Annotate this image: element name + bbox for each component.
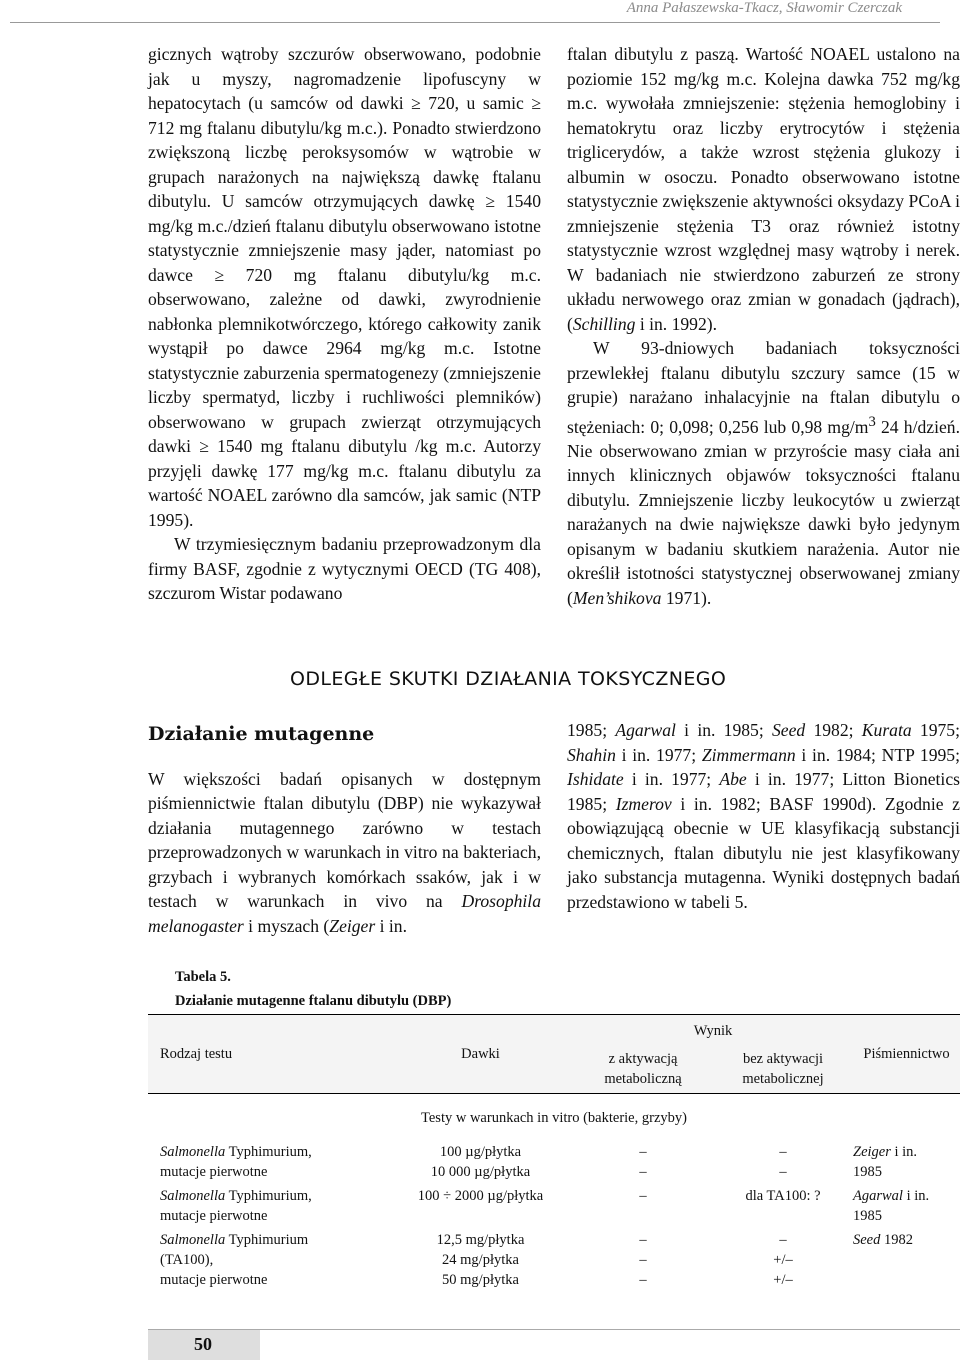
cell-literature [853, 1134, 960, 1182]
header-without-activation: bez aktywacji metabolicznej [713, 1045, 853, 1094]
organism: Salmonella [160, 1232, 226, 1248]
text-run: 24 h/dzień. Nie obserwowano zmian w przyroście masy ciała ani innych klinicznych objawów toksyczności ftalanu dibutylu. Zmniejszenie liczby leukocytów u zwierząt narażanych na dwie największe dawki było jedynym opisanym w badaniu skutkiem narażenia. Autor nie określił istotności statystycznej obserwowanej zmiany ( [567, 416, 960, 608]
cell-literature [853, 1182, 960, 1226]
text-run: i in. 1977; [623, 769, 720, 789]
value: – [639, 1188, 647, 1204]
value: – [639, 1272, 647, 1288]
text-run: W 93-dniowych badaniach toksyczności przewlekłej ftalanu dibutylu szczury samce (15 w grupie) narażano inhalacyjnie na ftalan dibutylu o stężeniach: 0; 0,098; 0,256 lub 0,98 mg/m [567, 338, 960, 437]
value: – [639, 1252, 647, 1268]
text-run: i myszach ( [243, 915, 330, 936]
ref-year: 1985 [853, 1208, 882, 1224]
header-with-activation: z aktywacją metaboliczną [573, 1045, 713, 1094]
table-row [148, 1134, 960, 1182]
detail: mutacje pierwotne [160, 1164, 268, 1180]
paragraph: W trzymiesięcznym badaniu przeprowadzonym dla firmy BASF, zgodnie z wytycznymi OECD (TG 408), szczurom Wistar podawano [148, 534, 541, 603]
dose: 10 000 µg/płytka [430, 1164, 531, 1180]
page-number-box [148, 1330, 260, 1360]
text-run: i in. [375, 915, 407, 936]
paragraph [567, 336, 960, 610]
ref-text: i in. [890, 1144, 918, 1160]
cell-test-type [148, 1182, 388, 1226]
cell-without [713, 1226, 853, 1290]
cell-doses [388, 1134, 573, 1182]
value: dla TA100: ? [745, 1188, 821, 1204]
table-section-band: Testy w warunkach in vitro (bakterie, grzyby) [421, 1110, 687, 1126]
footer-rule [148, 1329, 960, 1330]
detail: (TA100), [160, 1252, 214, 1268]
detail: mutacje pierwotne [160, 1272, 268, 1288]
citation-author: Shahin [567, 744, 616, 765]
value: – [639, 1164, 647, 1180]
cell-with [573, 1182, 713, 1226]
paragraph: gicznych wątroby szczurów obserwowano, podobnie jak u myszy, nagromadzenie lipofuscyny w hepatocytach (u samców od dawki ≥ 720, u samic ≥ 712 mg ftalanu dibutylu/kg m.c.). Ponadto stwierdzono zwiększoną liczbę peroksysomów w wątrobie w grupach narażonych na największą dawkę ftalanu dibutylu. U samców otrzymujących dawkę ≥ 1540 mg/kg m.c./dzień ftalanu dibutylu obserwowano istotne statystycznie zmniejszenie masy jąder, natomiast po dawce ≥ 720 mg ftalanu dibutylu/kg m.c. obserwowano, zależne od dawki, zwyrodnienie nabłonka plemnikotwórczego, którego całkowity zanik wystąpił po dawce 2964 mg/kg m.c. Istotne statystycznie zaburzenia spermatogenezy (zmniejszenie liczby spermatyd, liczby i ruchliwości plemników) obserwowano w grupach zwierząt otrzymujących dawki ≥ 1540 mg ftalanu dibutylu /kg m.c. Autorzy przyjęli dawkę 177 mg/kg m.c. ftalanu dibutylu za wartość NOAEL zarówno dla samców, jak samic (NTP 1995). [148, 44, 541, 530]
text-run: i in. 1977; [615, 744, 702, 765]
text-run: i in. 1985; [675, 720, 772, 740]
strain: Typhimurium, [225, 1144, 312, 1160]
cell-doses [388, 1226, 573, 1290]
ref-author: Seed [853, 1232, 881, 1248]
left-column-section [148, 722, 541, 938]
cell-without [713, 1134, 853, 1182]
citation-author: Agarwal [615, 720, 676, 740]
text-run: i in. 1982; BASF 1990d). Zgodnie z obowiązującą obecnie w UE klasyfikacją substancji chemicznych, ftalan dibutylu nie jest klasyfikowany jako substancja mutagenna. Wyniki dostępnych badań przedstawiono w tabeli 5. [567, 793, 960, 912]
text-run: i in. 1984; NTP 1995; [795, 744, 960, 765]
left-column-top [148, 42, 541, 606]
citation-author: Abe [719, 769, 747, 789]
cell-with [573, 1226, 713, 1290]
running-head: Anna Pałaszewska-Tkacz, Sławomir Czerczak [626, 0, 902, 16]
value: +/– [773, 1252, 793, 1268]
citation-author: Schilling [572, 313, 636, 334]
organism: Salmonella [160, 1144, 226, 1160]
citation-author: Men’shikova [572, 587, 662, 608]
value: +/– [773, 1272, 793, 1288]
text-run: 1971). [661, 587, 712, 608]
header-rule [10, 22, 940, 23]
table-number: Tabela 5. [175, 969, 231, 985]
text-run: W większości badań opisanych w dostępnym piśmiennictwie ftalan dibutylu (DBP) nie wykazywał działania mutagennego zarówno w testach przeprowadzonych w warunkach in vitro na bakteriach, grzybach i wybranych komórkach ssaków, jak i w testach w warunkach in vivo na [148, 768, 541, 911]
cell-with [573, 1134, 713, 1182]
header-doses: Dawki [388, 1015, 573, 1094]
text-run: 1985; [567, 720, 616, 740]
results-table [148, 1014, 960, 1290]
dose: 12,5 mg/płytka [436, 1232, 525, 1248]
right-column-section [567, 718, 960, 914]
cell-without [713, 1182, 853, 1226]
subsection-title: Działanie mutagenne [148, 723, 375, 745]
dose: 50 mg/płytka [442, 1272, 519, 1288]
superscript: 3 [868, 413, 876, 430]
citation-author: Zeiger [329, 915, 376, 936]
value: – [779, 1164, 787, 1180]
ref-author: Agarwal [853, 1188, 903, 1204]
strain: Typhimurium, [225, 1188, 312, 1204]
ref-text: i in. [902, 1188, 930, 1204]
dose: 24 mg/płytka [442, 1252, 519, 1268]
header-test-type: Rodzaj testu [148, 1015, 388, 1094]
text-run: i in. 1977; Litton Bionetics 1985; [567, 769, 960, 814]
header-result: Wynik [573, 1015, 853, 1046]
dose: 100 ÷ 2000 µg/płytka [417, 1188, 544, 1204]
citation-author: Ishidate [567, 769, 624, 789]
text-run: 1982; [805, 720, 862, 740]
cell-doses [388, 1182, 573, 1226]
table-title: Działanie mutagenne ftalanu dibutylu (DBP) [175, 993, 452, 1009]
ref-author: Zeiger [853, 1144, 891, 1160]
cell-literature [853, 1226, 960, 1290]
table-row [148, 1182, 960, 1226]
paragraph [567, 718, 960, 914]
value: – [779, 1232, 787, 1248]
header-literature: Piśmiennictwo [853, 1015, 960, 1094]
page-number: 50 [194, 1334, 212, 1354]
ref-year: 1985 [853, 1164, 882, 1180]
right-column-top [567, 42, 960, 610]
text-run: 1975; [911, 720, 960, 740]
citation-author: Izmerov [615, 793, 672, 814]
value: – [639, 1232, 647, 1248]
table-caption [175, 965, 451, 1013]
dose: 100 µg/płytka [439, 1144, 522, 1160]
citation-author: Seed [771, 720, 806, 740]
organism: Salmonella [160, 1188, 226, 1204]
text-run: ftalan dibutylu z paszą. Wartość NOAEL ustalono na poziomie 152 mg/kg m.c. Kolejna dawka 752 mg/kg m.c. wywołała zmniejszenie: stężenia hemoglobiny i hematokrytu oraz liczby erytrocytów i stężenia triglicerydów, a także wzrost stężenia glukozy i albumin w osoczu. Ponadto obserwowano istotne statystycznie zwiększenie aktywności oksydazy PCoA i zmniejszenie stężenia T3 oraz również istotny statystycznie wzrost względnej masy wątroby i nerek. W badaniach nie stwierdzono zaburzeń ze strony układu nerwowego oraz zmian w gonadach (jądrach), ( [567, 44, 960, 334]
cell-test-type [148, 1134, 388, 1182]
citation-author: Zimmermann [701, 744, 796, 765]
detail: mutacje pierwotne [160, 1208, 268, 1224]
table-row [148, 1226, 960, 1290]
species-name: Drosophila melanogaster [148, 891, 541, 936]
value: – [639, 1144, 647, 1160]
page-header [0, 0, 950, 24]
citation-author: Kurata [861, 720, 912, 740]
paragraph [148, 767, 541, 939]
cell-test-type [148, 1226, 388, 1290]
ref-text: 1982 [880, 1232, 913, 1248]
section-title: ODLEGŁE SKUTKI DZIAŁANIA TOKSYCZNEGO [290, 668, 727, 690]
text-run: i in. 1992). [635, 313, 718, 334]
value: – [779, 1144, 787, 1160]
paragraph [567, 42, 960, 336]
strain: Typhimurium [225, 1232, 309, 1248]
